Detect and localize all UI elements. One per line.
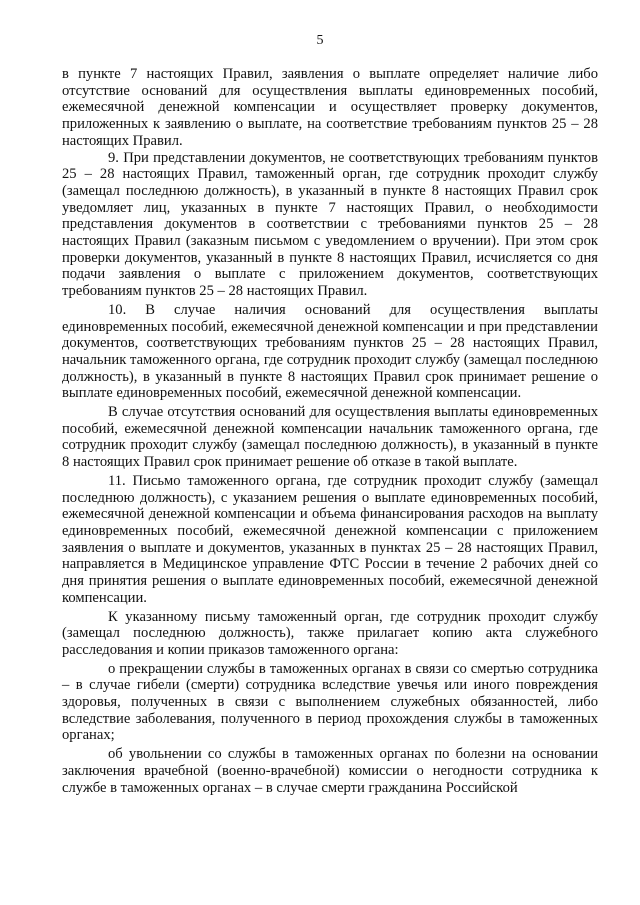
paragraph-clause-11: 11. Письмо таможенного органа, где сотрудник проходит службу (замещал последнюю должность), с указанием решения о выплате единовременных пособий, ежемесячной денежной компенсации и объема финансирования расходов на выплату единовременных пособий, ежемесячной денежной компенсации с приложением заявления о выплате и документов, указанных в пунктах 25 – 28 настоящих Правил, направляется в Медицинское управление ФТС России в течение 2 рабочих дней со дня принятия решения о выплате единовременных пособий, ежемесячной денежной компенсации. <box>62 472 598 606</box>
paragraph-attachments: К указанному письму таможенный орган, где сотрудник проходит службу (замещал последнюю должность), также прилагает копию акта служебного расследования и копии приказов таможенного органа: <box>62 608 598 658</box>
paragraph-clause-9: 9. При представлении документов, не соответствующих требованиям пунктов 25 – 28 настоящих Правил, таможенный орган, где сотрудник проходит службу (замещал последнюю должность), в указанный в пункте 8 настоящих Правил срок уведомляет лиц, указанных в пункте 7 настоящих Правил, о необходимости представления документов в соответствии с требованиями пунктов 25 – 28 настоящих Правил (заказным письмом с уведомлением о вручении). При этом срок проверки документов, указанный в пункте 8 настоящих Правил, исчисляется со дня подачи заявления о выплате с приложением документов, соответствующих требованиям пунктов 25 – 28 настоящих Правил. <box>62 149 598 300</box>
paragraph-refusal: В случае отсутствия оснований для осуществления выплаты единовременных пособий, ежемесячной денежной компенсации начальник таможенного органа, где сотрудник проходит службу (замещал последнюю должность), в указанный в пункте 8 настоящих Правил срок принимает решение об отказе в такой выплате. <box>62 404 598 471</box>
paragraph-dismissal-order: об увольнении со службы в таможенных органах по болезни на основании заключения врачебной (военно-врачебной) комиссии о негодности сотрудника к службе в таможенных органах – в случае смерти гражданина Российской <box>62 746 598 796</box>
document-body <box>62 66 598 796</box>
paragraph-clause-10: 10. В случае наличия оснований для осуществления выплаты единовременных пособий, ежемесячной денежной компенсации и при представлении документов, соответствующих требованиям пунктов 25 – 28 настоящих Правил, начальник таможенного органа, где сотрудник проходит службу (замещал последнюю должность), в указанный в пункте 8 настоящих Правил срок принимает решение о выплате единовременных пособий, ежемесячной денежной компенсации. <box>62 301 598 402</box>
paragraph-termination-order: о прекращении службы в таможенных органах в связи со смертью сотрудника – в случае гибели (смерти) сотрудника вследствие увечья или иного повреждения здоровья, полученных в связи с выполнением служебных обязанностей, либо вследствие заболевания, полученного в период прохождения службы в таможенных органах; <box>62 660 598 744</box>
page-number: 5 <box>316 33 324 48</box>
paragraph-continuation: в пункте 7 настоящих Правил, заявления о выплате определяет наличие либо отсутствие оснований для осуществления выплаты единовременных пособий, ежемесячной денежной компенсации и осуществляет проверку документов, приложенных к заявлению о выплате, на соответствие требованиям пунктов 25 – 28 настоящих Правил. <box>62 66 598 149</box>
